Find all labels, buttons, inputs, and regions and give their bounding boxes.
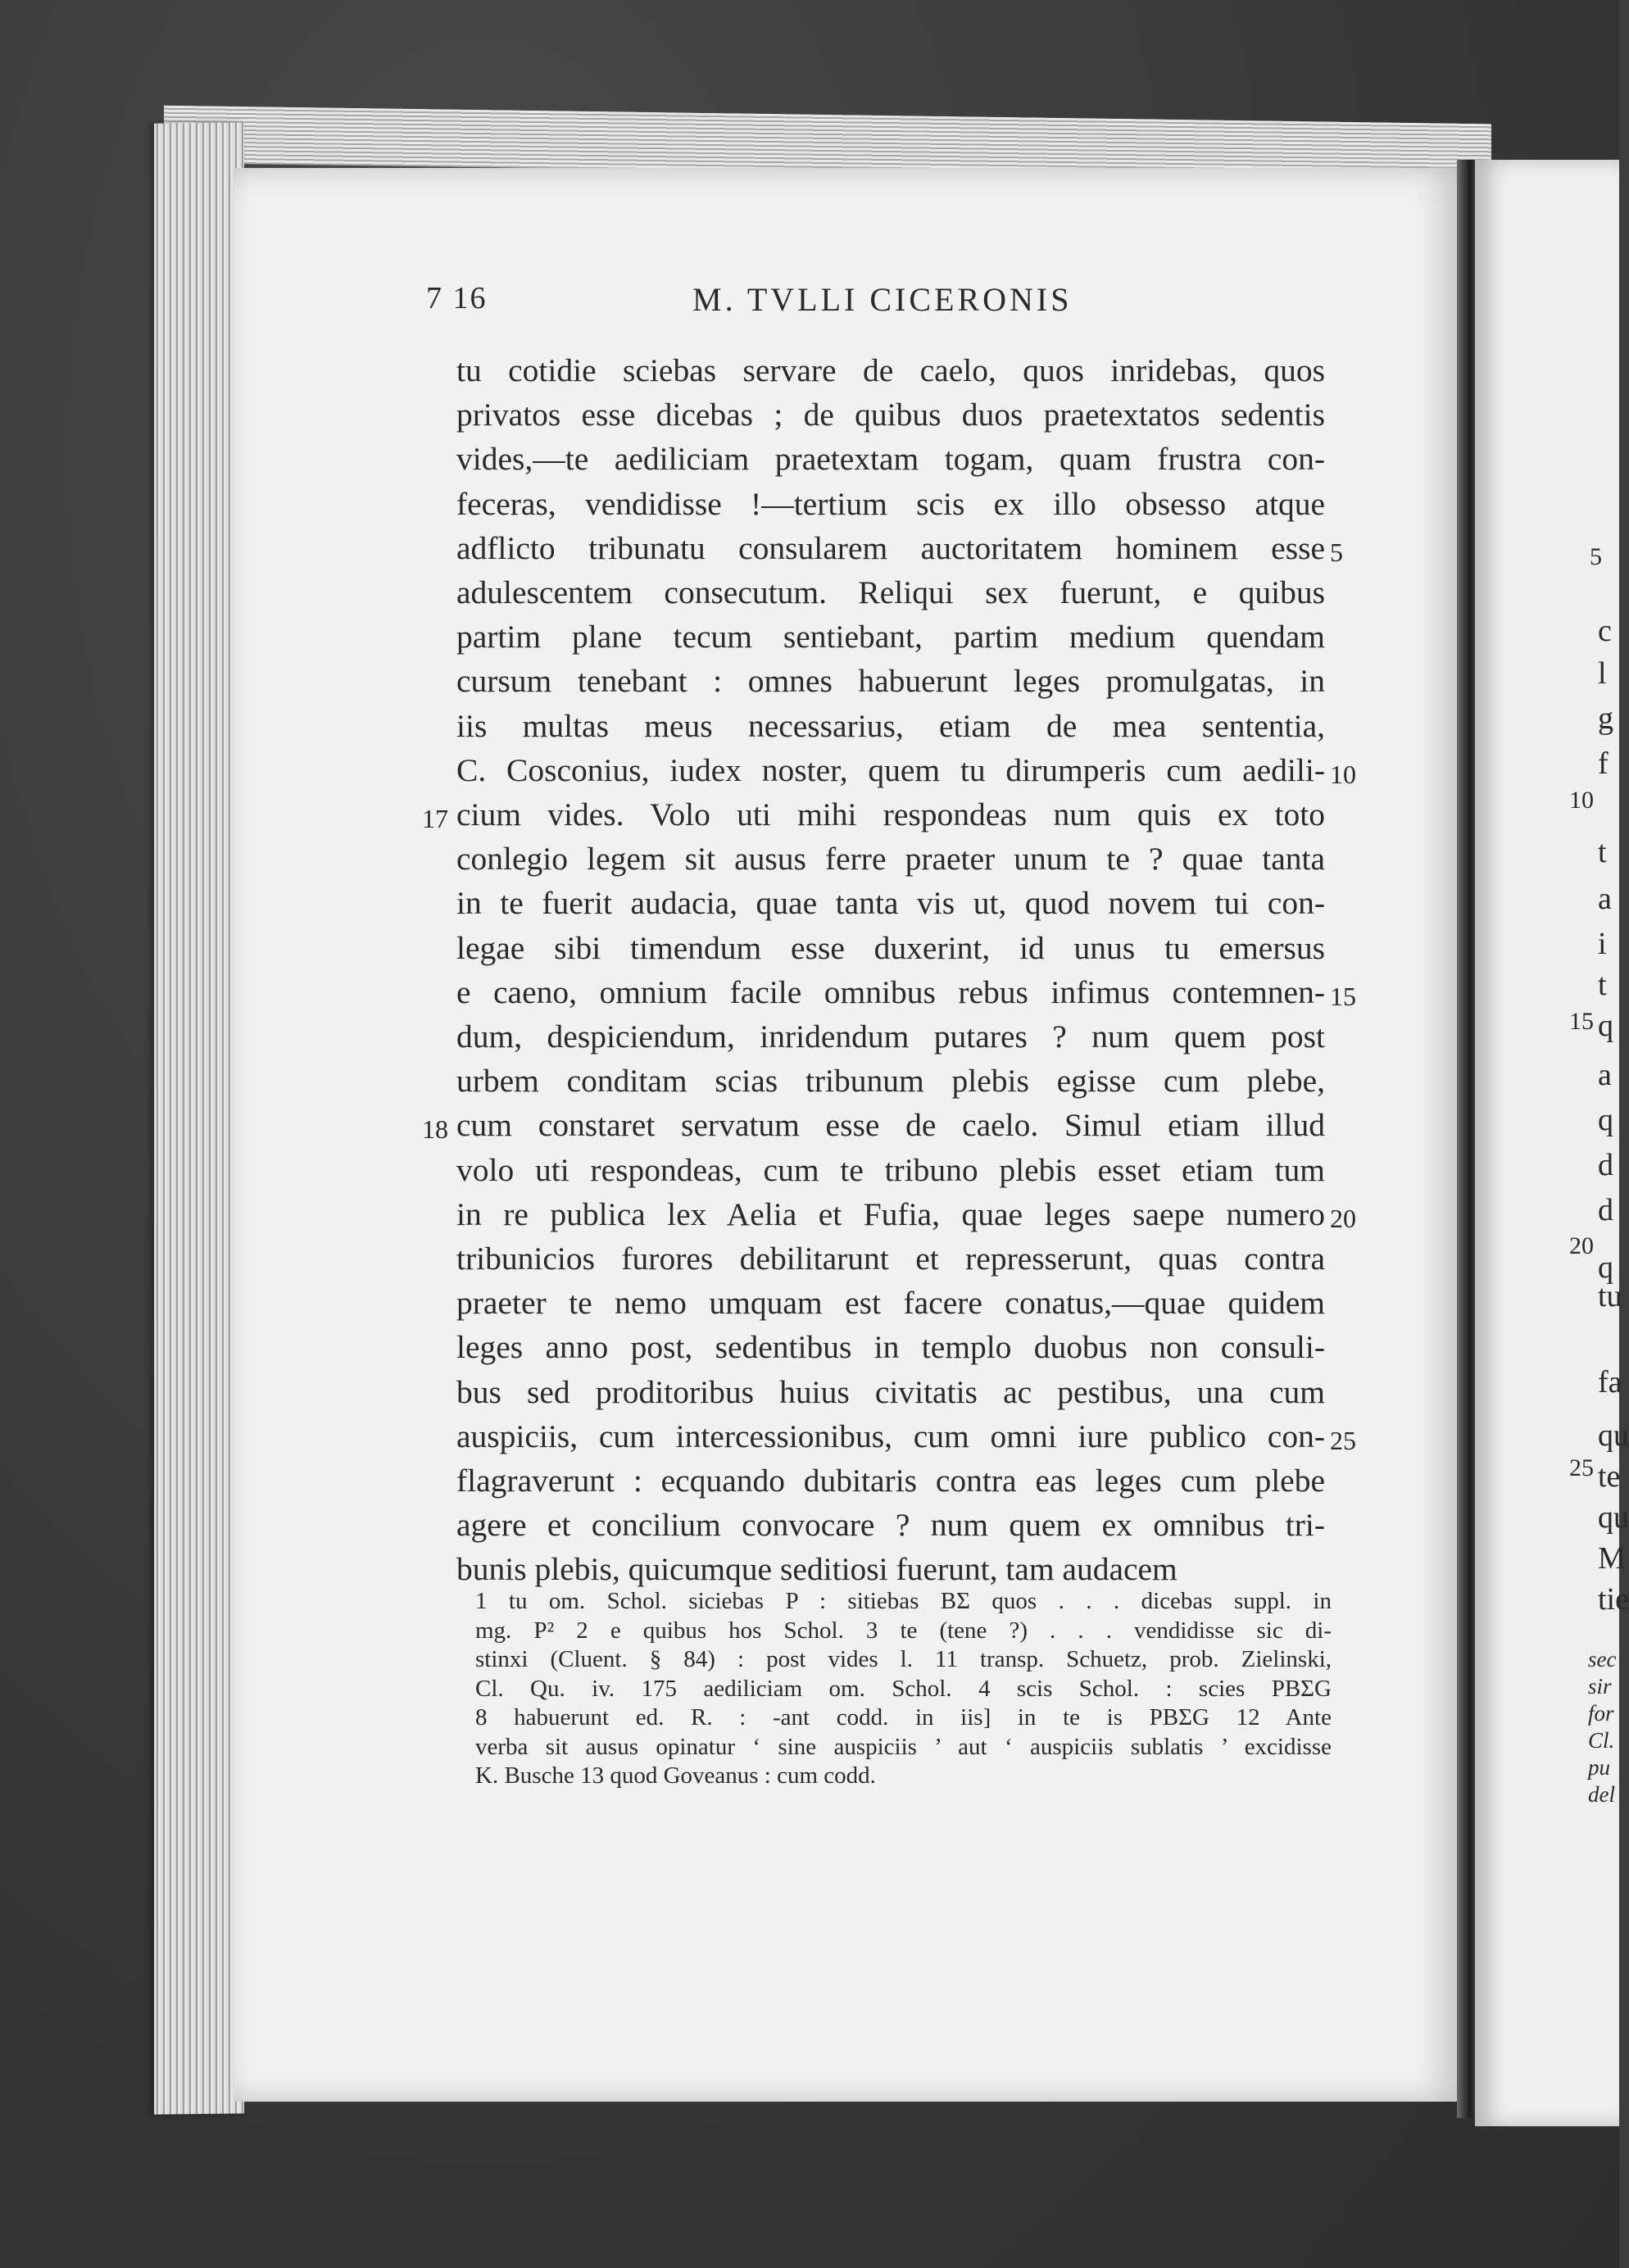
text-line: urbem conditam scias tribunum plebis egisse cum plebe, bbox=[456, 1063, 1325, 1100]
right-page-apparatus-fragment: Cl. bbox=[1588, 1728, 1615, 1753]
text-line: auspiciis, cum intercessionibus, cum omni iure publico con- bbox=[456, 1418, 1325, 1454]
section-number: 18 bbox=[422, 1114, 448, 1145]
apparatus-line: 8 habuerunt ed. R. : -ant codd. in iis] in te is PBΣG 12 Ante bbox=[475, 1704, 1332, 1730]
text-line: conlegio legem sit ausus ferre praeter unum te ? quae tanta bbox=[456, 841, 1325, 878]
right-page-line-number: 10 bbox=[1569, 787, 1594, 814]
text-line: dum, despiciendum, inridendum putares ? num quem post bbox=[456, 1018, 1325, 1055]
right-page bbox=[1475, 160, 1619, 2126]
apparatus-line: mg. P² 2 e quibus hos Schol. 3 te (tene ?) . . . vendidisse sic di- bbox=[475, 1617, 1332, 1644]
right-page-fragment: q bbox=[1598, 1009, 1613, 1043]
margin-line-number: 10 bbox=[1330, 759, 1356, 789]
right-page-fragment: q bbox=[1598, 1250, 1613, 1285]
right-page-fragment: t bbox=[1598, 968, 1607, 1002]
text-line: tribunicios furores debilitarunt et represserunt, quas contra bbox=[456, 1241, 1325, 1277]
right-page-line-number: 15 bbox=[1569, 1008, 1594, 1035]
text-line: partim plane tecum sentiebant, partim medium quendam bbox=[456, 619, 1325, 655]
apparatus-line: stinxi (Cluent. § 84) : post vides l. 11 transp. Schuetz, prob. Zielinski, bbox=[475, 1646, 1332, 1672]
margin-line-number: 15 bbox=[1330, 981, 1356, 1011]
text-line: bunis plebis, quicumque seditiosi fuerunt, tam audacem bbox=[456, 1551, 1178, 1588]
right-page-fragment: tu bbox=[1598, 1279, 1622, 1313]
right-page-line-number: 20 bbox=[1569, 1232, 1594, 1259]
right-page-fragment: M bbox=[1598, 1541, 1626, 1576]
right-page-fragment: d bbox=[1598, 1193, 1613, 1227]
text-line: feceras, vendidisse !—tertium scis ex illo obsesso atque bbox=[456, 485, 1325, 522]
text-line: cursum tenebant : omnes habuerunt leges promulgatas, in bbox=[456, 663, 1325, 700]
right-page-fragment: tie bbox=[1598, 1582, 1629, 1617]
text-line: in te fuerit audacia, quae tanta vis ut, quod novem tui con- bbox=[456, 885, 1325, 922]
page-edges bbox=[154, 122, 244, 2114]
text-line: privatos esse dicebas ; de quibus duos praetextatos sedentis bbox=[456, 397, 1325, 433]
right-page-apparatus-fragment: del bbox=[1588, 1782, 1615, 1807]
text-line: legae sibi timendum esse duxerint, id unus tu emersus bbox=[456, 929, 1325, 966]
section-number: 17 bbox=[422, 804, 448, 833]
text-line: volo uti respondeas, cum te tribuno plebis esset etiam tum bbox=[456, 1151, 1325, 1188]
right-page-fragment: q bbox=[1598, 1103, 1613, 1137]
right-page-fragment: te bbox=[1598, 1459, 1621, 1494]
right-page-fragment: qu bbox=[1598, 1500, 1629, 1535]
right-page-line-number: 25 bbox=[1569, 1454, 1594, 1481]
right-page-apparatus-fragment: for bbox=[1588, 1701, 1614, 1726]
page-header bbox=[0, 280, 1619, 329]
text-line: iis multas meus necessarius, etiam de mea sententia, bbox=[456, 707, 1325, 744]
right-page-fragment: c bbox=[1598, 614, 1612, 648]
text-line: bus sed proditoribus huius civitatis ac pestibus, una cum bbox=[456, 1373, 1325, 1410]
right-page-fragment: a bbox=[1598, 1058, 1612, 1092]
right-page-fragment: g bbox=[1598, 701, 1613, 736]
margin-line-number: 25 bbox=[1330, 1425, 1356, 1455]
text-line: vides,—te aediliciam praetextam togam, quam frustra con- bbox=[456, 441, 1325, 478]
text-line: agere et concilium convocare ? num quem ex omnibus tri- bbox=[456, 1507, 1325, 1544]
text-line: cium vides. Volo uti mihi respondeas num quis ex toto bbox=[456, 796, 1325, 832]
text-line: leges anno post, sedentibus in templo duobus non consuli- bbox=[456, 1329, 1325, 1366]
right-page-fragment: i bbox=[1598, 927, 1607, 961]
apparatus-line: verba sit ausus opinatur ‘ sine auspiciis ’ aut ‘ auspiciis sublatis ’ excidisse bbox=[475, 1733, 1332, 1760]
right-page-fragment: l bbox=[1598, 656, 1607, 691]
right-page-fragment: qu bbox=[1598, 1418, 1629, 1453]
page-number: 7 16 bbox=[426, 281, 488, 315]
text-line: e caeno, omnium facile omnibus rebus infimus contemnen- bbox=[456, 973, 1325, 1010]
text-line: praeter te nemo umquam est facere conatus,—quae quidem bbox=[456, 1285, 1325, 1322]
right-page-fragment: d bbox=[1598, 1148, 1613, 1182]
text-line: adflicto tribunatu consularem auctoritatem hominem esse bbox=[456, 529, 1325, 566]
right-page-fragment: f bbox=[1598, 746, 1609, 781]
text-line: in re publica lex Aelia et Fufia, quae leges saepe numero bbox=[456, 1195, 1325, 1232]
apparatus-line: Cl. Qu. iv. 175 aediliciam om. Schol. 4 scis Schol. : scies PBΣG bbox=[475, 1675, 1332, 1702]
right-page-fragment: t bbox=[1598, 835, 1607, 869]
text-line: C. Cosconius, iudex noster, quem tu dirumperis cum aedili- bbox=[456, 751, 1325, 788]
text-line: adulescentem consecutum. Reliqui sex fuerunt, e quibus bbox=[456, 574, 1325, 610]
text-line: tu cotidie sciebas servare de caelo, quos inridebas, quos bbox=[456, 352, 1325, 388]
right-page-apparatus-fragment: sir bbox=[1588, 1674, 1612, 1699]
margin-line-number: 5 bbox=[1330, 537, 1343, 567]
right-page-fragment: a bbox=[1598, 882, 1612, 916]
right-page-line-number: 5 bbox=[1590, 543, 1602, 570]
margin-line-number: 20 bbox=[1330, 1203, 1356, 1233]
right-page-fragment: fa bbox=[1598, 1365, 1622, 1399]
running-head: M. TVLLI CICERONIS bbox=[692, 281, 1073, 318]
text-line: cum constaret servatum esse de caelo. Simul etiam illud bbox=[456, 1107, 1325, 1144]
right-page-apparatus-fragment: sec bbox=[1588, 1647, 1617, 1672]
text-line: flagraverunt : ecquando dubitaris contra eas leges cum plebe bbox=[456, 1463, 1325, 1499]
apparatus-line: K. Busche 13 quod Goveanus : cum codd. bbox=[475, 1762, 876, 1789]
right-page-apparatus-fragment: pu bbox=[1588, 1755, 1610, 1780]
apparatus-line: 1 tu om. Schol. siciebas P : sitiebas BΣ quos . . . dicebas suppl. in bbox=[475, 1588, 1332, 1614]
